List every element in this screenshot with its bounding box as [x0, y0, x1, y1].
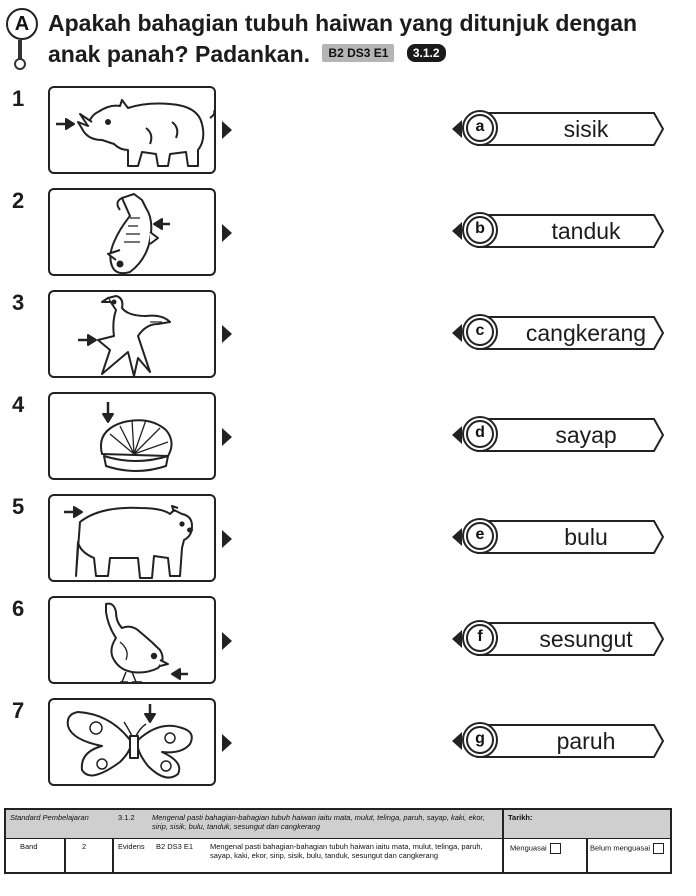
answer-tag-f[interactable] [452, 620, 666, 658]
title-line-2-text: anak panah? Padankan. [48, 41, 311, 67]
rhinoceros-icon [50, 88, 218, 176]
picture-pointer-6 [222, 632, 232, 650]
picture-box-1 [48, 86, 216, 174]
answer-body-e [476, 520, 664, 554]
bird-icon [50, 292, 218, 380]
picture-box-7 [48, 698, 216, 786]
standard-code-tag: 3.1.2 [407, 44, 446, 62]
answer-body-c [476, 316, 664, 350]
answer-word-c: cangkerang [525, 319, 647, 346]
answer-body-g [476, 724, 664, 758]
not-mastered-option [590, 843, 672, 854]
answer-letter-d: d [466, 420, 494, 448]
answer-badge-e [462, 518, 498, 554]
picture-box-6 [48, 596, 216, 684]
answer-badge-a [462, 110, 498, 146]
answer-word-g: paruh [556, 727, 616, 754]
band-value-divider [112, 839, 114, 873]
picture-pointer-7 [222, 734, 232, 752]
mastered-checkbox[interactable] [550, 843, 561, 854]
answer-tag-b[interactable] [452, 212, 666, 250]
item-number-2: 2 [12, 188, 25, 213]
answer-badge-c [462, 314, 498, 350]
band-divider [64, 839, 66, 873]
picture-pointer-4 [222, 428, 232, 446]
picture-box-4 [48, 392, 216, 480]
answer-pointer-b [452, 222, 462, 240]
answer-tag-c[interactable] [452, 314, 666, 352]
answer-pointer-a [452, 120, 462, 138]
mastered-divider [586, 839, 588, 873]
answer-word-d: sayap [555, 421, 617, 448]
answer-badge-f [462, 620, 498, 656]
picture-pointer-3 [222, 325, 232, 343]
badge-pin-dot [14, 58, 26, 70]
picture-box-3 [48, 290, 216, 378]
fish-icon [50, 190, 218, 278]
answer-tag-d[interactable] [452, 416, 666, 454]
title-line-2 [48, 39, 688, 70]
answer-letter-f: f [466, 624, 494, 652]
answer-pointer-c [452, 324, 462, 342]
answer-badge-d [462, 416, 498, 452]
answer-badge-b [462, 212, 498, 248]
evidence-label: Evidens [118, 842, 145, 851]
answer-tag-a[interactable] [452, 110, 666, 148]
answer-word-b: tanduk [551, 217, 621, 244]
answer-body-f [476, 622, 664, 656]
item-number-6: 6 [12, 596, 25, 621]
standard-code: 3.1.2 [118, 813, 135, 822]
not-mastered-label: Belum menguasai [590, 843, 651, 853]
answer-tag-e[interactable] [452, 518, 666, 556]
item-number-3: 3 [12, 290, 25, 315]
assessment-table [4, 808, 672, 874]
evidence-code-tag: B2 DS3 E1 [322, 44, 394, 62]
answer-body-d [476, 418, 664, 452]
answer-badge-g [462, 722, 498, 758]
evidence-code: B2 DS3 E1 [156, 842, 194, 851]
picture-pointer-2 [222, 224, 232, 242]
item-number-1: 1 [12, 86, 25, 111]
band-label: Band [20, 842, 38, 851]
standard-divider [502, 810, 504, 838]
question-title [48, 8, 688, 70]
item-number-5: 5 [12, 494, 25, 519]
picture-pointer-1 [222, 121, 232, 139]
answer-letter-e: e [466, 522, 494, 550]
answer-letter-b: b [466, 216, 494, 244]
section-badge: A [6, 8, 38, 40]
band-value: 2 [82, 842, 87, 851]
evidence-text: Mengenal pasti bahagian-bahagian tubuh haiwan iaitu mata, mulut, telinga, paruh, sayap, kaki, ekor, sirip, sisik, bulu, tanduk, sesungut dan cangkerang [210, 842, 483, 860]
answer-body-b [476, 214, 664, 248]
answer-word-f: sesungut [539, 625, 633, 652]
shell-icon [50, 394, 218, 482]
answer-letter-a: a [466, 114, 494, 142]
mastered-label: Menguasai [510, 843, 547, 853]
picture-box-2 [48, 188, 216, 276]
answer-tag-g[interactable] [452, 722, 666, 760]
badge-pin [18, 40, 22, 60]
not-mastered-checkbox[interactable] [653, 843, 664, 854]
item-number-7: 7 [12, 698, 25, 723]
answer-letter-c: c [466, 318, 494, 346]
title-line-1: Apakah bahagian tubuh haiwan yang ditunjuk dengan [48, 10, 638, 36]
item-number-4: 4 [12, 392, 25, 417]
evidence-row [6, 839, 670, 873]
bear-icon [50, 496, 218, 584]
answer-pointer-e [452, 528, 462, 546]
answer-word-e: bulu [564, 523, 608, 550]
evidence-divider [502, 839, 504, 873]
answer-body-a [476, 112, 664, 146]
picture-pointer-5 [222, 530, 232, 548]
answer-word-a: sisik [563, 115, 609, 142]
date-label: Tarikh: [508, 813, 533, 822]
answer-pointer-f [452, 630, 462, 648]
answer-pointer-d [452, 426, 462, 444]
standard-text: Mengenal pasti bahagian-bahagian tubuh haiwan iaitu mata, mulut, telinga, paruh, sayap, kaki, ekor, sirip, sisik, bulu, tanduk, sesungut dan cangkerang [152, 813, 485, 831]
standard-label: Standard Pembelajaran [10, 813, 89, 822]
answer-letter-g: g [466, 726, 494, 754]
answer-pointer-g [452, 732, 462, 750]
chick-icon [50, 598, 218, 686]
mastered-option [510, 843, 584, 854]
picture-box-5 [48, 494, 216, 582]
standard-row [6, 810, 670, 839]
butterfly-icon [50, 700, 218, 788]
